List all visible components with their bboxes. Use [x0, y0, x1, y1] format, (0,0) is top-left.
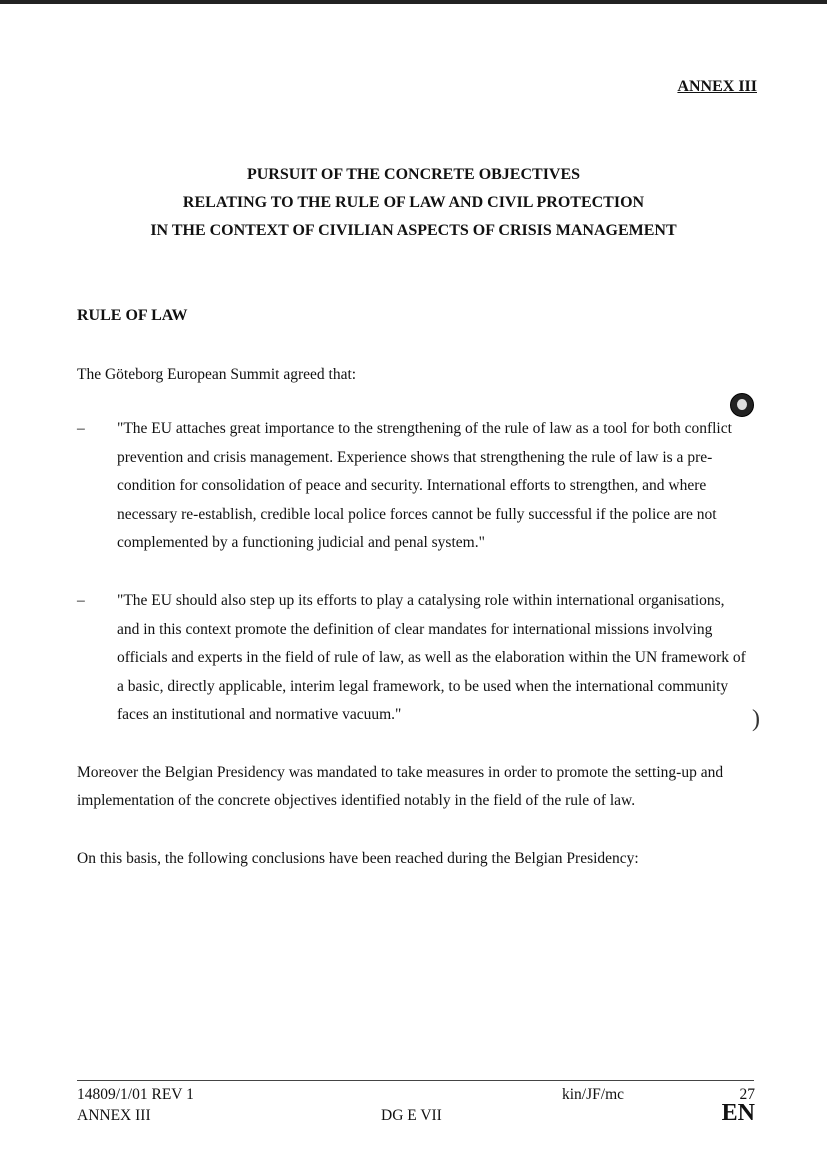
footer-initials: kin/JF/mc: [562, 1086, 625, 1103]
bullet-dash: –: [77, 420, 85, 437]
intro-paragraph: The Göteborg European Summit agreed that:: [77, 366, 357, 383]
bullet-dash: –: [77, 592, 85, 609]
footer-rule: [77, 1080, 754, 1081]
annex-tag: ANNEX III: [677, 78, 757, 95]
punch-hole-mark-icon: [730, 393, 754, 417]
footer-language: EN: [721, 1100, 755, 1126]
moreover-paragraph: Moreover the Belgian Presidency was mandated to take measures in order to promote the setting-up and implementation of the concrete objectives identified notably in the field of the rule of law.: [77, 764, 724, 809]
footer-dg: DG E VII: [381, 1107, 442, 1124]
title-line-1: PURSUIT OF THE CONCRETE OBJECTIVES: [246, 166, 581, 183]
document-title: [0, 161, 827, 245]
bullet-text-1: "The EU attaches great importance to the strengthening of the rule of law as a tool for both conflict prevention and crisis management. Experience shows that strengthening the rule of law is a pre-condition for consolidation of peace and security. International efforts to strengthen, and where necessary re-establish, credible local police forces cannot be fully successful if the police are not complemented by a functioning judicial and penal system.": [117, 420, 732, 551]
top-border-rule: [0, 0, 827, 4]
section-heading: RULE OF LAW: [77, 307, 188, 324]
title-line-2: RELATING TO THE RULE OF LAW AND CIVIL PROTECTION: [182, 194, 645, 211]
bullet-item-1: [77, 415, 747, 558]
scan-artifact-icon: ): [752, 706, 760, 732]
footer-annex: ANNEX III: [77, 1107, 151, 1124]
basis-paragraph: On this basis, the following conclusions have been reached during the Belgian Presidency:: [77, 850, 639, 867]
footer-page-number: 27: [739, 1086, 755, 1103]
title-line-3: IN THE CONTEXT OF CIVILIAN ASPECTS OF CRISIS MANAGEMENT: [150, 222, 677, 239]
bullet-item-2: [77, 587, 747, 730]
footer-doc-ref: 14809/1/01 REV 1: [77, 1086, 194, 1103]
bullet-text-2: "The EU should also step up its efforts to play a catalysing role within international organisations, and in this context promote the definition of clear mandates for international missions involving officials and experts in the field of rule of law, as well as the elaboration within the UN framework of a basic, directly applicable, interim legal framework, to be used when the international community faces an institutional and normative vacuum.": [117, 592, 746, 723]
